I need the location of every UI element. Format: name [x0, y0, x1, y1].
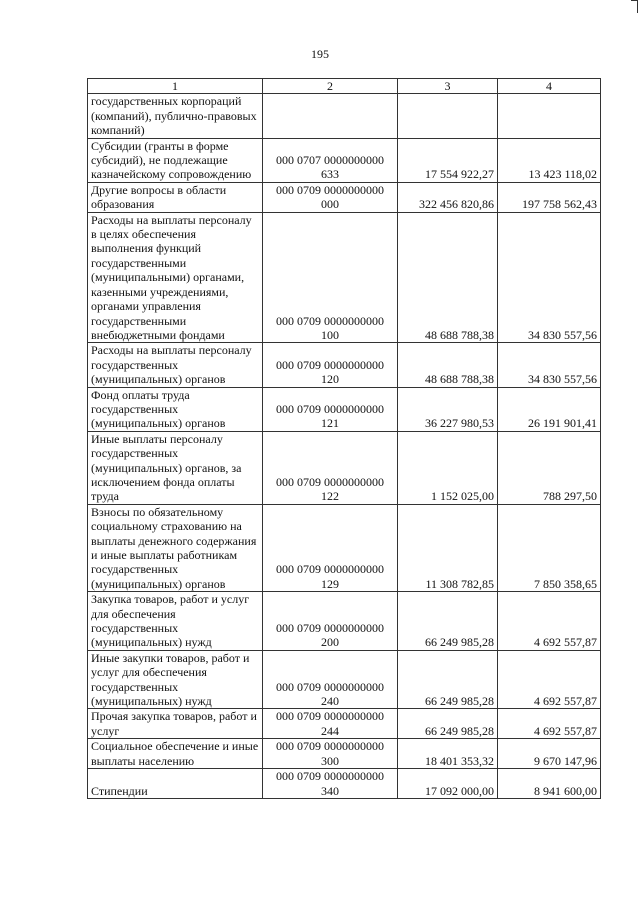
row-code: 000 0709 0000000000 244	[263, 709, 398, 739]
row-value-col3: 17 554 922,27	[398, 138, 498, 182]
table-row	[88, 182, 601, 212]
row-value-col4: 4 692 557,87	[498, 592, 601, 651]
row-code: 000 0709 0000000000 000	[263, 182, 398, 212]
row-name: Расходы на выплаты персоналу в целях обеспечения выполнения функций государственными (муниципальными) органами, казенными учреждениями, органами управления государственными внебюджетными фондами	[88, 212, 263, 343]
row-value-col4: 197 758 562,43	[498, 182, 601, 212]
row-value-col3: 66 249 985,28	[398, 592, 498, 651]
row-code: 000 0709 0000000000 340	[263, 769, 398, 799]
column-header: 3	[398, 79, 498, 94]
row-name: Иные закупки товаров, работ и услуг для обеспечения государственных (муниципальных) нужд	[88, 650, 263, 709]
row-code: 000 0709 0000000000 100	[263, 212, 398, 343]
table-row	[88, 769, 601, 799]
table-row	[88, 387, 601, 431]
row-value-col3: 36 227 980,53	[398, 387, 498, 431]
column-header: 1	[88, 79, 263, 94]
row-value-col4	[498, 94, 601, 138]
row-value-col4: 8 941 600,00	[498, 769, 601, 799]
page-number: 195	[311, 47, 329, 61]
row-code: 000 0707 0000000000 633	[263, 138, 398, 182]
row-code: 000 0709 0000000000 120	[263, 343, 398, 387]
row-name: Закупка товаров, работ и услуг для обеспечения государственных (муниципальных) нужд	[88, 592, 263, 651]
row-value-col3: 322 456 820,86	[398, 182, 498, 212]
row-value-col3: 48 688 788,38	[398, 343, 498, 387]
table-header-row	[88, 79, 601, 94]
row-value-col3: 1 152 025,00	[398, 431, 498, 504]
table-row	[88, 709, 601, 739]
row-value-col4: 13 423 118,02	[498, 138, 601, 182]
row-code: 000 0709 0000000000 240	[263, 650, 398, 709]
row-value-col4: 34 830 557,56	[498, 212, 601, 343]
row-name: Расходы на выплаты персоналу государственных (муниципальных) органов	[88, 343, 263, 387]
column-header: 2	[263, 79, 398, 94]
row-value-col3: 66 249 985,28	[398, 709, 498, 739]
column-header: 4	[498, 79, 601, 94]
row-value-col4: 4 692 557,87	[498, 650, 601, 709]
table-row	[88, 212, 601, 343]
table-row	[88, 138, 601, 182]
row-value-col4: 26 191 901,41	[498, 387, 601, 431]
row-name: Другие вопросы в области образования	[88, 182, 263, 212]
row-code: 000 0709 0000000000 300	[263, 739, 398, 769]
budget-table	[87, 78, 601, 799]
row-name: Фонд оплаты труда государственных (муниципальных) органов	[88, 387, 263, 431]
row-value-col4: 7 850 358,65	[498, 504, 601, 591]
row-name: государственных корпораций (компаний), публично-правовых компаний)	[88, 94, 263, 138]
table-row	[88, 739, 601, 769]
row-value-col3: 17 092 000,00	[398, 769, 498, 799]
row-value-col4: 9 670 147,96	[498, 739, 601, 769]
row-name: Субсидии (гранты в форме субсидий), не подлежащие казначейскому сопровождению	[88, 138, 263, 182]
row-name: Стипендии	[88, 769, 263, 799]
row-value-col3: 11 308 782,85	[398, 504, 498, 591]
row-value-col3: 18 401 353,32	[398, 739, 498, 769]
row-name: Взносы по обязательному социальному страхованию на выплаты денежного содержания и иные выплаты работникам государственных (муниципальных) органов	[88, 504, 263, 591]
row-code	[263, 94, 398, 138]
row-value-col3	[398, 94, 498, 138]
row-code: 000 0709 0000000000 121	[263, 387, 398, 431]
table-row	[88, 94, 601, 138]
table-row	[88, 504, 601, 591]
table-row	[88, 343, 601, 387]
row-code: 000 0709 0000000000 122	[263, 431, 398, 504]
corner-crop-mark	[631, 0, 638, 13]
row-code: 000 0709 0000000000 200	[263, 592, 398, 651]
table-row	[88, 650, 601, 709]
row-value-col4: 788 297,50	[498, 431, 601, 504]
row-value-col4: 34 830 557,56	[498, 343, 601, 387]
row-value-col3: 66 249 985,28	[398, 650, 498, 709]
row-name: Прочая закупка товаров, работ и услуг	[88, 709, 263, 739]
row-name: Иные выплаты персоналу государственных (муниципальных) органов, за исключением фонда оплаты труда	[88, 431, 263, 504]
table-row	[88, 592, 601, 651]
row-value-col3: 48 688 788,38	[398, 212, 498, 343]
row-value-col4: 4 692 557,87	[498, 709, 601, 739]
table-row	[88, 431, 601, 504]
row-code: 000 0709 0000000000 129	[263, 504, 398, 591]
row-name: Социальное обеспечение и иные выплаты населению	[88, 739, 263, 769]
